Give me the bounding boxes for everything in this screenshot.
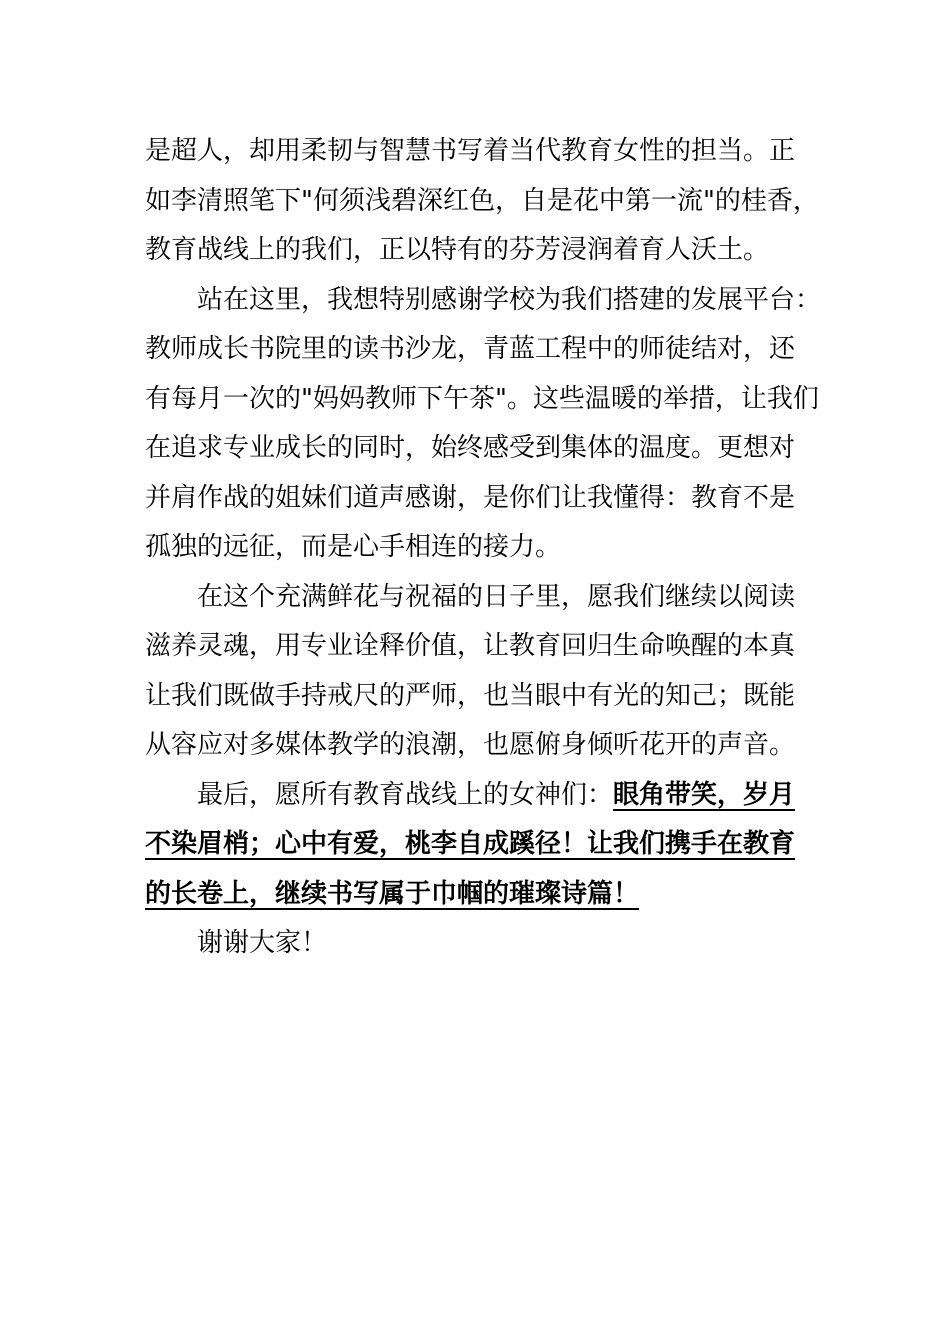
closing-emphasis: 不染眉梢；心中有爱，桃李自成蹊径！让我们携手在教育 xyxy=(145,829,796,859)
paragraph-line: 并肩作战的姐妹们道声感谢，是你们让我懂得：教育不是 xyxy=(145,482,796,513)
closing-intro: 最后，愿所有教育战线上的女神们： xyxy=(197,779,614,810)
document-body xyxy=(145,127,822,969)
paragraph-line: 从容应对多媒体教学的浪潮，也愿俯身倾听花开的声音。 xyxy=(145,730,796,760)
paragraph-line: 孤独的远征，而是心手相连的接力。 xyxy=(145,532,562,562)
paragraph-line: 教师成长书院里的读书沙龙，青蓝工程中的师徒结对，还 xyxy=(145,334,796,364)
paragraph-line: 如李清照笔下"何须浅碧深红色，自是花中第一流"的桂香， xyxy=(145,185,819,216)
paragraph-line: 站在这里，我想特别感谢学校为我们搭建的发展平台： xyxy=(197,284,822,315)
closing-line xyxy=(145,870,810,920)
closing-emphasis: 眼角带笑，岁月 xyxy=(613,779,796,810)
closing-emphasis: 的长卷上，继续书写属于巾帼的璀璨诗篇！ xyxy=(145,878,640,909)
paragraph-line: 有每月一次的"妈妈教师下午茶"。这些温暖的举措，让我们 xyxy=(145,383,819,414)
paragraph-line: 在追求专业成长的同时，始终感受到集体的温度。更想对 xyxy=(145,433,796,463)
thanks-line: 谢谢大家！ xyxy=(197,928,328,958)
paragraph-line: 滋养灵魂，用专业诠释价值，让教育回归生命唤醒的本真 xyxy=(145,631,796,661)
closing-line xyxy=(145,771,810,821)
paragraph-line: 教育战线上的我们，正以特有的芬芳浸润着育人沃土。 xyxy=(145,235,770,265)
paragraph-line: 让我们既做手持戒尺的严师，也当眼中有光的知己；既能 xyxy=(145,680,796,711)
paragraph-line: 是超人，却用柔韧与智慧书写着当代教育女性的担当。正 xyxy=(145,136,796,166)
paragraph-line: 在这个充满鲜花与祝福的日子里，愿我们继续以阅读 xyxy=(197,581,796,612)
